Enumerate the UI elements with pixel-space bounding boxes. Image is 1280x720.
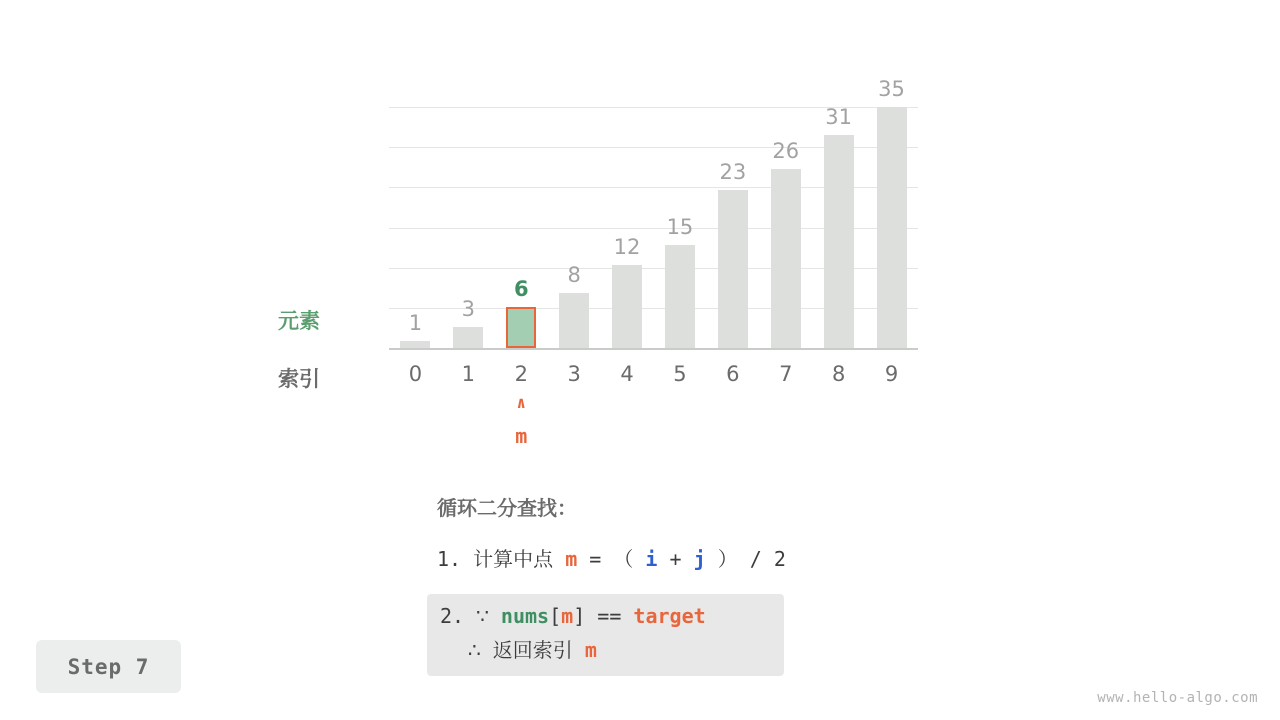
caption-block: [437, 492, 1037, 582]
bar-value-label: 15: [666, 214, 694, 239]
caption-line-2: [440, 604, 840, 628]
bar-value-label: 35: [878, 77, 905, 101]
baseline-axis: [389, 348, 918, 350]
line3-therefore-symbol: ∴: [468, 638, 481, 662]
line1-var-j: j: [693, 547, 706, 571]
step-badge: Step 7: [36, 640, 181, 693]
line1-text: 计算中点: [473, 547, 554, 571]
line1-prefix: 1.: [437, 547, 462, 571]
line1-close-paren: ）: [717, 547, 738, 571]
bar: [771, 169, 801, 348]
index-label: 3: [567, 362, 581, 386]
bar: [824, 135, 854, 348]
line1-equals: =: [589, 547, 602, 571]
bar: [612, 265, 642, 348]
bar-value-label: 12: [613, 235, 641, 260]
line2-eqeq: ==: [597, 604, 622, 628]
line1-two: 2: [773, 547, 786, 571]
line1-divide: /: [749, 547, 762, 571]
line1-var-m: m: [565, 547, 578, 571]
axis-label-index: 索引: [278, 367, 320, 391]
caption-line-3: [440, 634, 840, 663]
watermark: www.hello-algo.com: [1097, 690, 1258, 706]
axis-label-element: 元素: [278, 309, 320, 333]
line2-var-m: m: [561, 604, 574, 628]
line2-nums: nums: [500, 604, 550, 628]
line1-open-paren: （: [613, 547, 634, 571]
bar-value-label: 23: [719, 159, 747, 184]
line1-var-i: i: [645, 547, 658, 571]
bar-value-label: 6: [513, 276, 529, 301]
line2-target: target: [633, 604, 706, 628]
bar: [718, 190, 748, 348]
bar-value-label: 26: [772, 138, 800, 163]
line1-plus: +: [669, 547, 682, 571]
index-label: 4: [620, 362, 634, 386]
bar-value-label: 8: [567, 262, 581, 287]
index-label: 7: [779, 362, 793, 386]
index-label: 9: [884, 362, 899, 386]
caption-title: 循环二分查找：: [437, 496, 577, 520]
line2-prefix: 2.: [440, 604, 465, 628]
line2-rbracket: ]: [573, 604, 586, 628]
bar: [665, 245, 695, 348]
bar: [559, 293, 589, 348]
bar-value-label: 1: [408, 311, 423, 336]
pointer-m: [515, 393, 528, 448]
line3-var-m: m: [584, 638, 597, 662]
caption-line-1: [437, 543, 1037, 572]
pointer-caret-icon: ∧: [516, 393, 527, 412]
line3-text: 返回索引: [492, 638, 573, 662]
bar-value-label: 3: [461, 297, 476, 322]
pointer-name: m: [515, 424, 528, 448]
bar: [400, 341, 430, 348]
bar: [453, 327, 483, 348]
bar: [506, 307, 536, 348]
index-label: 1: [461, 362, 476, 386]
bar: [877, 107, 907, 348]
line2-lbracket: [: [549, 604, 562, 628]
index-label: 0: [408, 362, 423, 386]
index-label: 5: [673, 362, 687, 386]
highlight-text: [440, 604, 840, 669]
bar-value-label: 31: [825, 104, 853, 129]
index-label: 2: [514, 362, 528, 386]
index-label: 8: [831, 362, 846, 386]
index-label: 6: [726, 362, 740, 386]
line2-because-symbol: ∵: [476, 604, 489, 628]
